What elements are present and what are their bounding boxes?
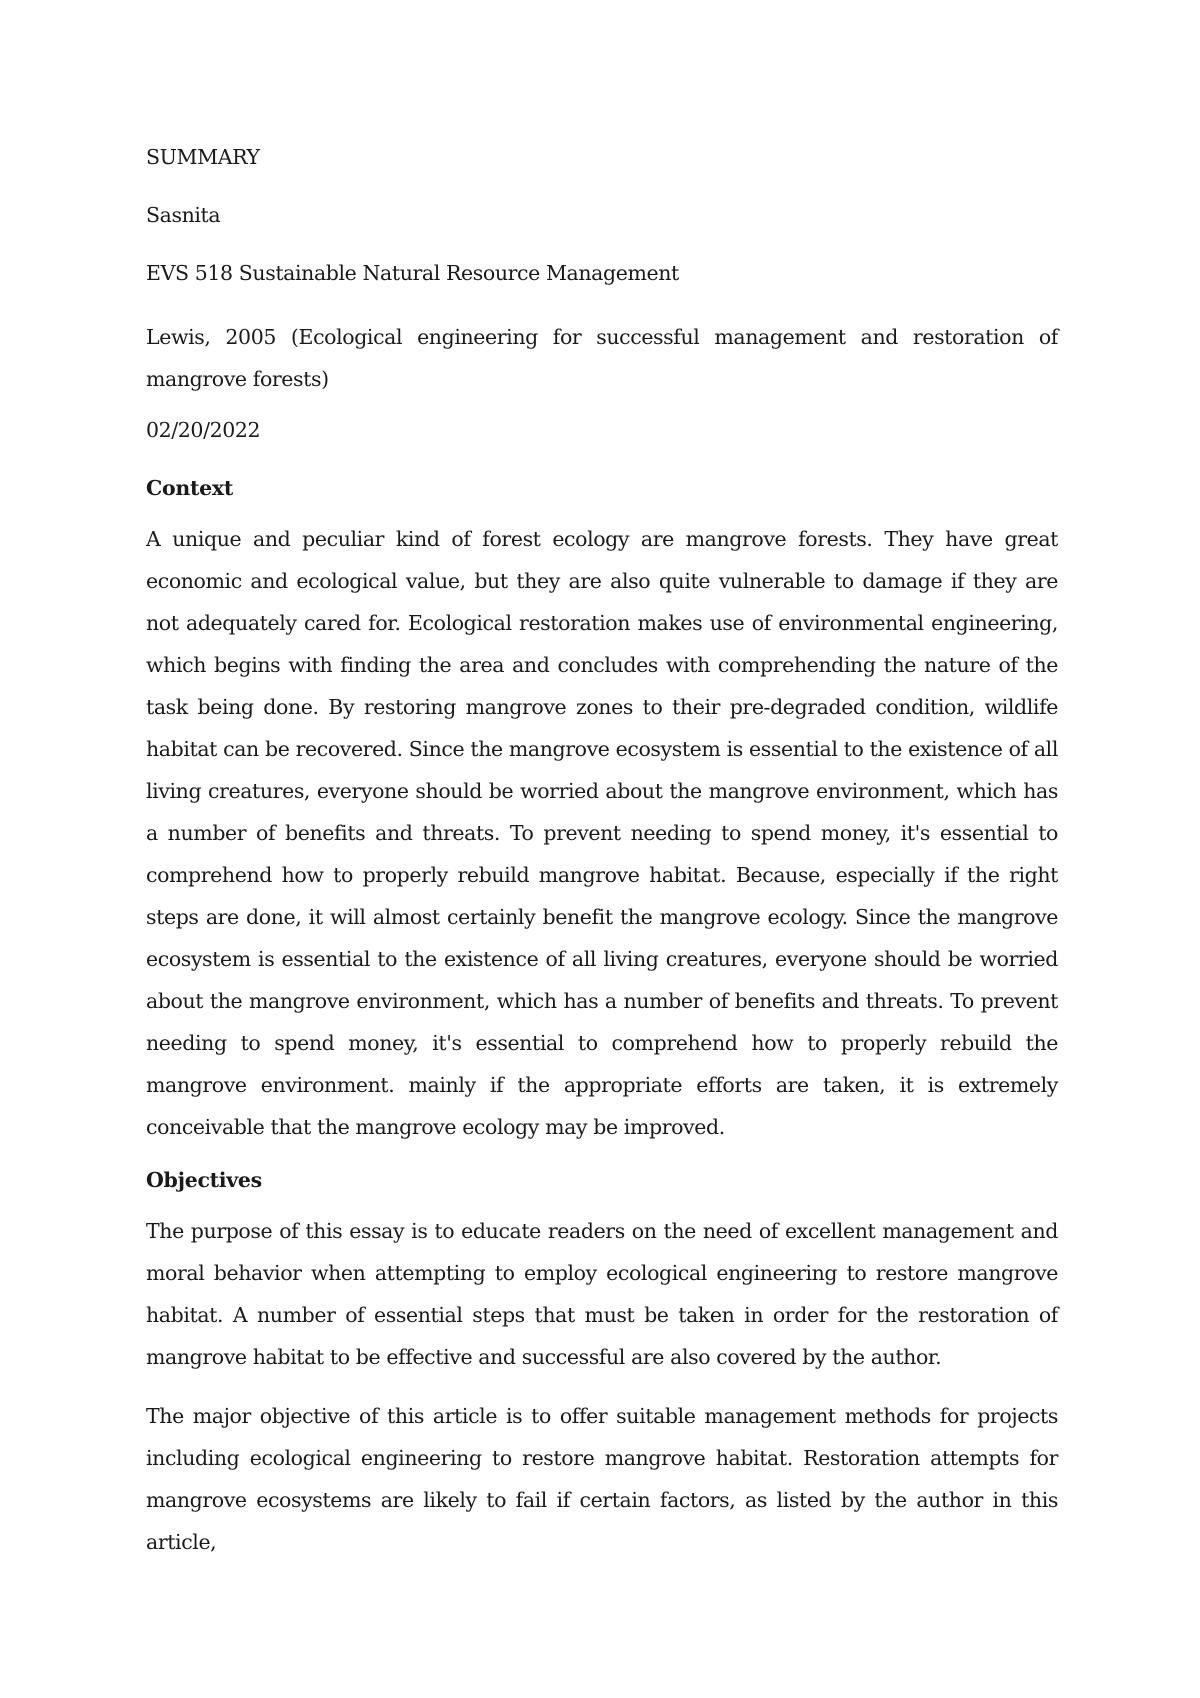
objectives-paragraph-2: The major objective of this article is to offer suitable management methods for projects including ecological engineering to restore mangrove habitat. Restoration attempts for mangrove ecosystems are likely to fail if certain factors, as listed by the author in this article, bbox=[146, 1404, 1058, 1554]
objectives-heading: Objectives bbox=[146, 1168, 262, 1192]
context-heading: Context bbox=[146, 476, 233, 500]
objectives-paragraph-1: The purpose of this essay is to educate readers on the need of excellent management and moral behavior when attempting to employ ecological engineering to restore mangrove habitat. A number of essential steps that must be taken in order for the restoration of mangrove habitat to be effective and successful are also covered by the author. bbox=[146, 1219, 1058, 1369]
course-name: EVS 518 Sustainable Natural Resource Management bbox=[146, 261, 679, 285]
document-page bbox=[146, 142, 1058, 1580]
document-title: SUMMARY bbox=[146, 145, 260, 169]
document-date: 02/20/2022 bbox=[146, 418, 261, 442]
context-paragraph: A unique and peculiar kind of forest ecology are mangrove forests. They have great economic and ecological value, but they are also quite vulnerable to damage if they are not adequately cared for. Ecological restoration makes use of environmental engineering, which begins with finding the area and concludes with comprehending the nature of the task being done. By restoring mangrove zones to their pre-degraded condition, wildlife habitat can be recovered. Since the mangrove ecosystem is essential to the existence of all living creatures, everyone should be worried about the mangrove environment, which has a number of benefits and threats. To prevent needing to spend money, it's essential to comprehend how to properly rebuild mangrove habitat. Because, especially if the right steps are done, it will almost certainly benefit the mangrove ecology. Since the mangrove ecosystem is essential to the existence of all living creatures, everyone should be worried about the mangrove environment, which has a number of benefits and threats. To prevent needing to spend money, it's essential to comprehend how to properly rebuild the mangrove environment. mainly if the appropriate efforts are taken, it is extremely conceivable that the mangrove ecology may be improved. bbox=[146, 527, 1058, 1139]
author-name: Sasnita bbox=[146, 203, 221, 227]
reference-citation: Lewis, 2005 (Ecological engineering for successful management and restoration of mangrove forests) bbox=[146, 325, 1058, 391]
